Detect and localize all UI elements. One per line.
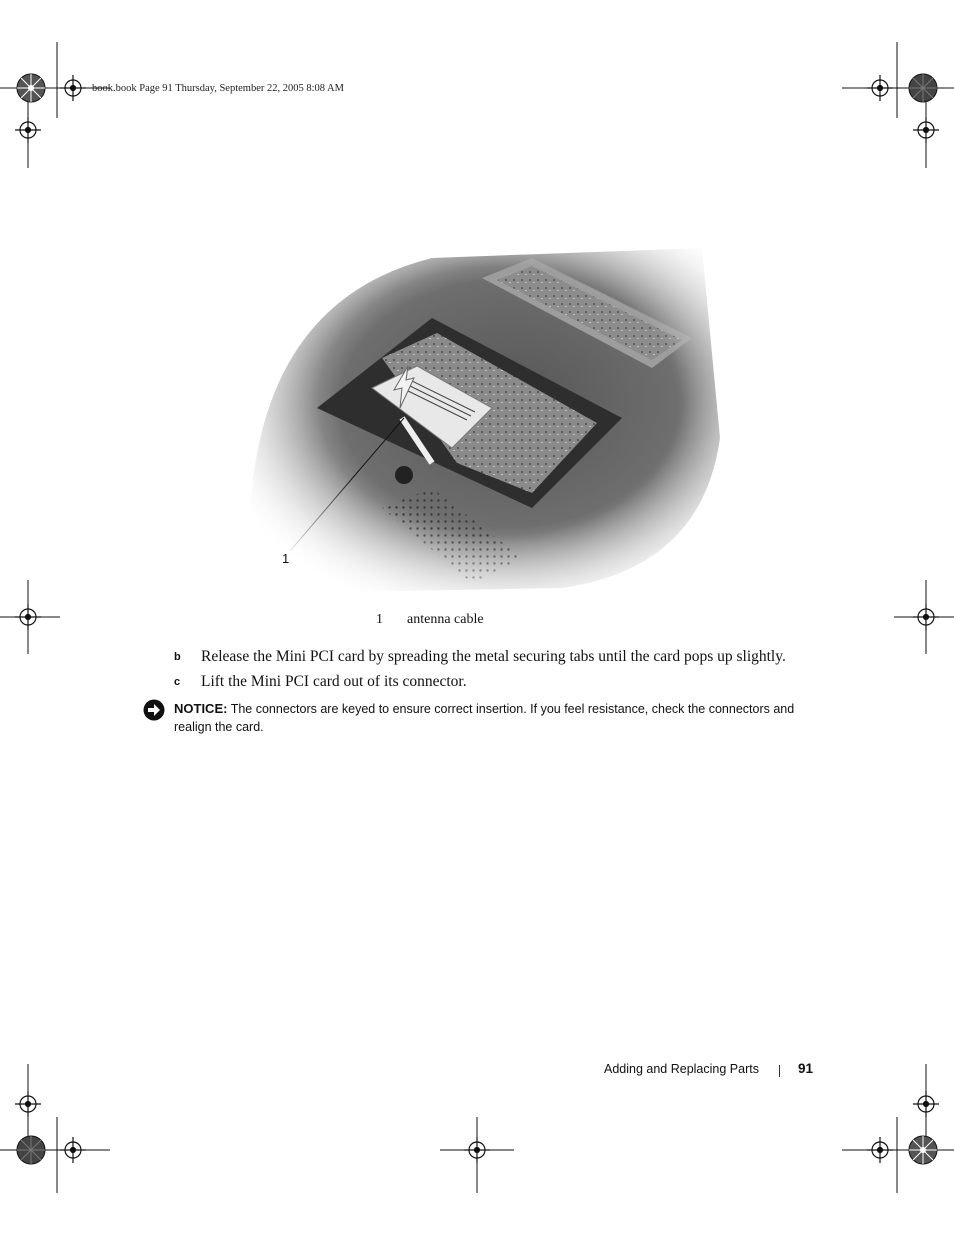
notice-arrow-icon (143, 699, 165, 721)
legend-number: 1 (376, 612, 383, 627)
step-c (174, 673, 467, 691)
notice-paragraph (174, 700, 824, 736)
notice-label: NOTICE: (174, 701, 228, 716)
page-number: 91 (798, 1061, 814, 1076)
step-text: Release the Mini PCI card by spreading the metal securing tabs until the card pops up slightly. (201, 648, 786, 665)
footer-section-title: Adding and Replacing Parts (604, 1062, 759, 1076)
mini-pci-card-photo (232, 238, 720, 600)
step-b (174, 648, 786, 666)
step-letter: b (174, 651, 181, 663)
notice-text: The connectors are keyed to ensure correct insertion. If you feel resistance, check the connectors and realign the card. (174, 702, 795, 734)
step-letter: c (174, 676, 181, 688)
footer-divider (779, 1065, 780, 1077)
figure-callout-number: 1 (282, 551, 290, 566)
step-text: Lift the Mini PCI card out of its connector. (201, 673, 467, 690)
print-slug: book.book Page 91 Thursday, September 22, 2005 8:08 AM (92, 83, 344, 94)
legend-label: antenna cable (407, 612, 484, 627)
